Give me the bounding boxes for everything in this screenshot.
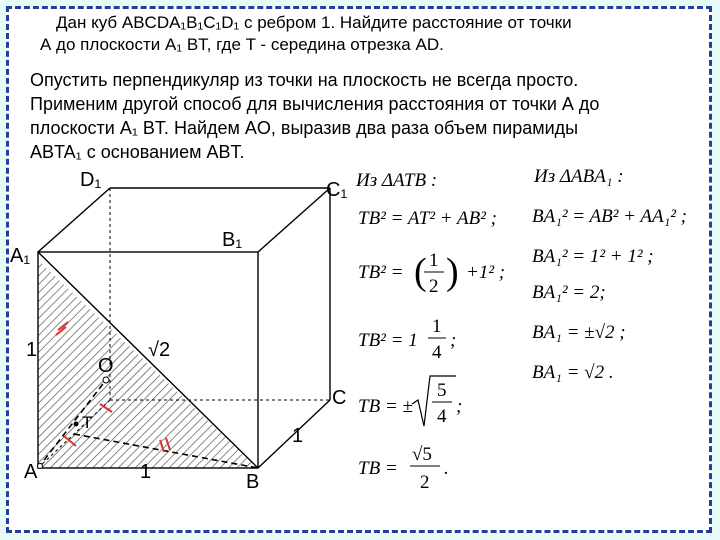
label-edge-bottom: 1: [140, 461, 152, 483]
point-T: [74, 422, 79, 427]
method-line-1: Опустить перпендикуляр из точки на плоскость не всегда просто.: [30, 70, 579, 90]
calc-left-eq4-radical: [412, 376, 456, 426]
label-edge-left: 1: [26, 339, 38, 361]
calc-right-eq4: BA₁ = ±√2 ;: [532, 322, 626, 343]
label-O: O: [98, 355, 114, 377]
calc-left-eq4-lhs: TB = ±: [358, 396, 413, 417]
hatched-triangle: [38, 260, 258, 468]
label-B1: B₁: [222, 229, 243, 251]
label-T: T: [82, 413, 93, 432]
calc-left-eq2-lhs: TB² =: [358, 262, 404, 283]
calc-left-eq2-rhs: +1² ;: [466, 262, 506, 283]
calc-left-eq5-lhs: TB =: [358, 458, 398, 479]
calc-right-eq1: BA₁² = AB² + AA₁² ;: [532, 206, 687, 227]
calc-left-eq2-paren-r: ): [446, 251, 459, 293]
calc-right-header: Из ΔABA₁ :: [534, 166, 624, 187]
label-C1: C₁: [326, 179, 348, 201]
method-line-2: Применим другой способ для вычисления расстояния от точки А до: [30, 94, 600, 114]
method-line-4: ABTA₁ с основанием ABT.: [30, 142, 245, 162]
edge-B1-C1: [258, 188, 330, 252]
calc-left-eq4-den: 4: [437, 406, 447, 427]
calc-left-eq5-den: 2: [420, 472, 430, 493]
calc-right-eq2: BA₁² = 1² + 1² ;: [532, 246, 654, 267]
label-B: B: [246, 471, 260, 493]
problem-line-1: Дан куб ABCDA₁B₁C₁D₁ с ребром 1. Найдите расстояние от точки: [56, 13, 572, 32]
label-A1: A₁: [10, 245, 31, 267]
label-edge-right: 1: [292, 425, 304, 447]
calc-left-eq2-paren-l: (: [414, 251, 427, 293]
point-O: [103, 377, 109, 383]
calc-left-eq3-rhs: ;: [450, 330, 457, 351]
edge-A1-D1: [38, 188, 110, 252]
point-A: [38, 464, 43, 469]
calc-left-eq3-lhs: TB² = 1: [358, 330, 418, 351]
label-A: A: [24, 461, 38, 483]
calc-right-eq5: BA₁ = √2 .: [532, 362, 614, 383]
calc-left-eq4-num: 5: [437, 380, 447, 401]
calc-left-eq2-num: 1: [429, 250, 439, 271]
calc-left-eq5-num: √5: [412, 444, 432, 465]
calc-left-eq2-den: 2: [429, 276, 439, 297]
method-line-3: плоскости A₁ BT. Найдем AO, выразив два раза объем пирамиды: [30, 118, 579, 138]
label-diag: √2: [148, 339, 171, 361]
problem-line-2: А до плоскости A₁ BT, где T - середина отрезка AD.: [40, 35, 444, 54]
calc-right-eq3: BA₁² = 2;: [532, 282, 606, 303]
calc-left-eq3-den: 4: [432, 342, 442, 363]
calc-left-header: Из ΔATB :: [356, 170, 438, 191]
calc-left-eq5-rhs: .: [444, 458, 449, 479]
calc-left-eq3-num: 1: [432, 316, 442, 337]
calc-left-eq4-rhs: ;: [456, 396, 463, 417]
calc-left-eq1: TB² = AT² + AB² ;: [358, 208, 497, 229]
label-C: C: [332, 387, 347, 409]
label-D1: D₁: [80, 169, 102, 191]
